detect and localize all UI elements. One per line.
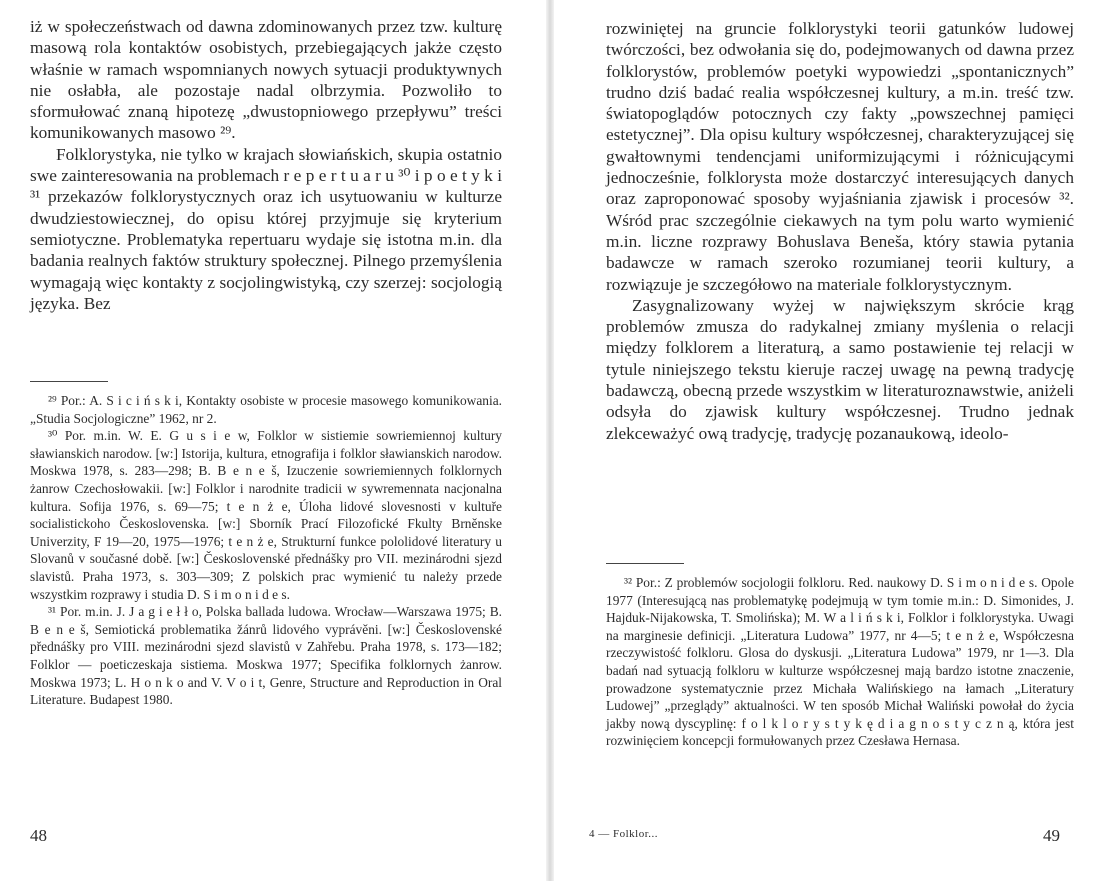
footnote-32: ³² Por.: Z problemów socjologii folkloru. Red. naukowy D. S i m o n i d e s. Opole 1977 (Interesującą nas problematykę podejmują w tym tomie m.in.: D. Simonides, J. Hajduk-Nijakowska, T. Smolińska); M. W a l i ń s k i, Folklor i folklorystyka. Uwagi na marginesie definicji. „Literatura Ludowa” 1977, nr 4—5; t e n ż e, Współczesna rzeczywistość folkloru. Glosa do dyskusji. „Literatura Ludowa” 1979, nr 1—3. Dla badań nad sytuacją folkloru w kulturze współczesnej mają bardzo istotne znaczenie, prowadzone systematycznie przez Michała Walińskiego na łamach „Literatury Ludowej” „przeglądy” aktualności. W ten sposób Michał Waliński powołał do życia jakby nową dyscyplinę: f o l k l o r y s t y k ę d i a g n o s t y c z n ą, która jest rozwinięciem koncepcji formułowanych przez Czesława Hernasa. [606,575,1074,749]
right-paragraph-1: rozwiniętej na gruncie folklorystyki teorii gatunków ludowej twórczości, bez odwołania się do, podejmowanych od dawna przez folklorystów, problemów poetyki wypowiedzi „spontanicznych” trudno dziś badać realia współczesnej kultury, a m.in. treść tzw. światopoglądów potocznych czy fakty „powszechnej pamięci estetycznej”. Dla opisu kultury współczesnej, charakteryzującej się gwałtownymi tendencjami uniformizującymi i różnicującymi jednocześnie, folklorysta może dostarczyć interesujących danych oraz zaproponować sposoby wyjaśniania zjawisk i procesów ³². Wśród prac szczególnie ciekawych na tym polu warto wymienić m.in. liczne rozprawy Bohuslava Beneša, który stawia pytania badawcze w ramach szeroko rozumianej teorii kultury, a rozwiązuje je szczegółowo na materiale folklorystycznym. [606,19,1074,294]
right-page-number: 49 [1043,826,1060,845]
right-footnotes [606,574,1074,750]
left-paragraph-2: Folklorystyka, nie tylko w krajach słowiańskich, skupia ostatnio swe zainteresowania na problemach r e p e r t u a r u ³⁰ i p o e t y k i ³¹ przekazów folklorystycznych oraz ich usytuowaniu w kulturze dwudziestowiecznej, do opisu której przyjmuje się kryterium semiotyczne. Problematyka repertuaru wydaje się istotna m.in. dla badania realnych faktów struktury społecznej. Pilnego przemyślenia wymagają więc kontakty z socjolingwistyką, czy szerzej: socjologią języka. Bez [30,144,502,313]
right-body-text [606,18,1074,444]
left-footnote-rule [30,381,108,382]
left-body-text [30,16,502,314]
left-page-number: 48 [30,826,47,845]
book-gutter [546,0,554,881]
left-paragraph-1: iż w społeczeństwach od dawna zdominowanych przez tzw. kulturę masową rola kontaktów osobistych, przebiegających jakże często właśnie w ramach wspomnianych nowych sytuacji produktywnych nie osłabła, ale pozostaje nadal olbrzymia. Pozwoliło to sformułować znaną hipotezę „dwustopniowego przepływu” treści komunikowanych masowo ²⁹. [30,17,502,143]
footnote-31: ³¹ Por. m.in. J. J a g i e ł ł o, Polska ballada ludowa. Wrocław—Warszawa 1975; B. B e n e š, Semiotická problematika žánrů lidového vyprávěni. [w:] Československé přednášky pro VIII. mezinárodni sjezd slavistů v Zahřebu. Praha 1978, s. 173—182; Folklor — poeticzeskaja sistiema. Moskwa 1977; Specifika folklornych żanrow. Moskwa 1973; L. H o n k o and V. V o i t, Genre, Structure and Reproduction in Oral Literature. Budapest 1980. [30,604,502,708]
right-paragraph-2: Zasygnalizowany wyżej w największym skrócie krąg problemów zmusza do radykalnej zmiany myślenia o relacji między folklorem a literaturą, a samo postawienie tej relacji w tytule niniejszego tekstu kieruje raczej uwagę na pewną tradycję badawczą, obecną przede wszystkim w literaturoznawstwie, aniżeli odsyła do zjawisk kultury współczesnej. Trudno jednak zlekceważyć ową tradycję, tradycję pozanaukową, ideolo- [606,295,1074,443]
right-page [556,0,1100,881]
left-footnotes [30,392,502,709]
footnote-30: ³⁰ Por. m.in. W. E. G u s i e w, Folklor w sistiemie sowriemiennoj kultury sławianskich narodow. [w:] Istorija, kultura, etnografija i folklor sławianskich narodow. Moskwa 1978, s. 283—298; B. B e n e š, Izuczenie sowriemiennych folklornych żanrow Czechosłowakii. [w:] Folklor i narodnite tradicii w sywremennata nacjonalna kultura. Sofija 1976, s. 69—75; t e n ż e, Úloha lidové slovesnosti v kultuře socialistickoho Československa. [w:] Sborník Prací Filozofické Fkulty Brněnske Univerzity, F 19—20, 1975—1976; t e n ż e, Strukturní funkce pololidové literatury u Slovanů v současné době. [w:] Československé přednášky pro VII. mezinárodni sjezd slavistů. Praha 1973, s. 303—309; Z polskich prac wymienić tu należy przede wszystkim rozprawy i studia D. S i m o n i d e s. [30,428,502,602]
left-page [0,0,548,881]
footnote-29: ²⁹ Por.: A. S i c i ń s k i, Kontakty osobiste w procesie masowego komunikowania. „Studia Socjologiczne” 1962, nr 2. [30,393,502,426]
right-footnote-rule [606,563,684,564]
printer-signature: 4 — Folklor... [589,828,659,840]
